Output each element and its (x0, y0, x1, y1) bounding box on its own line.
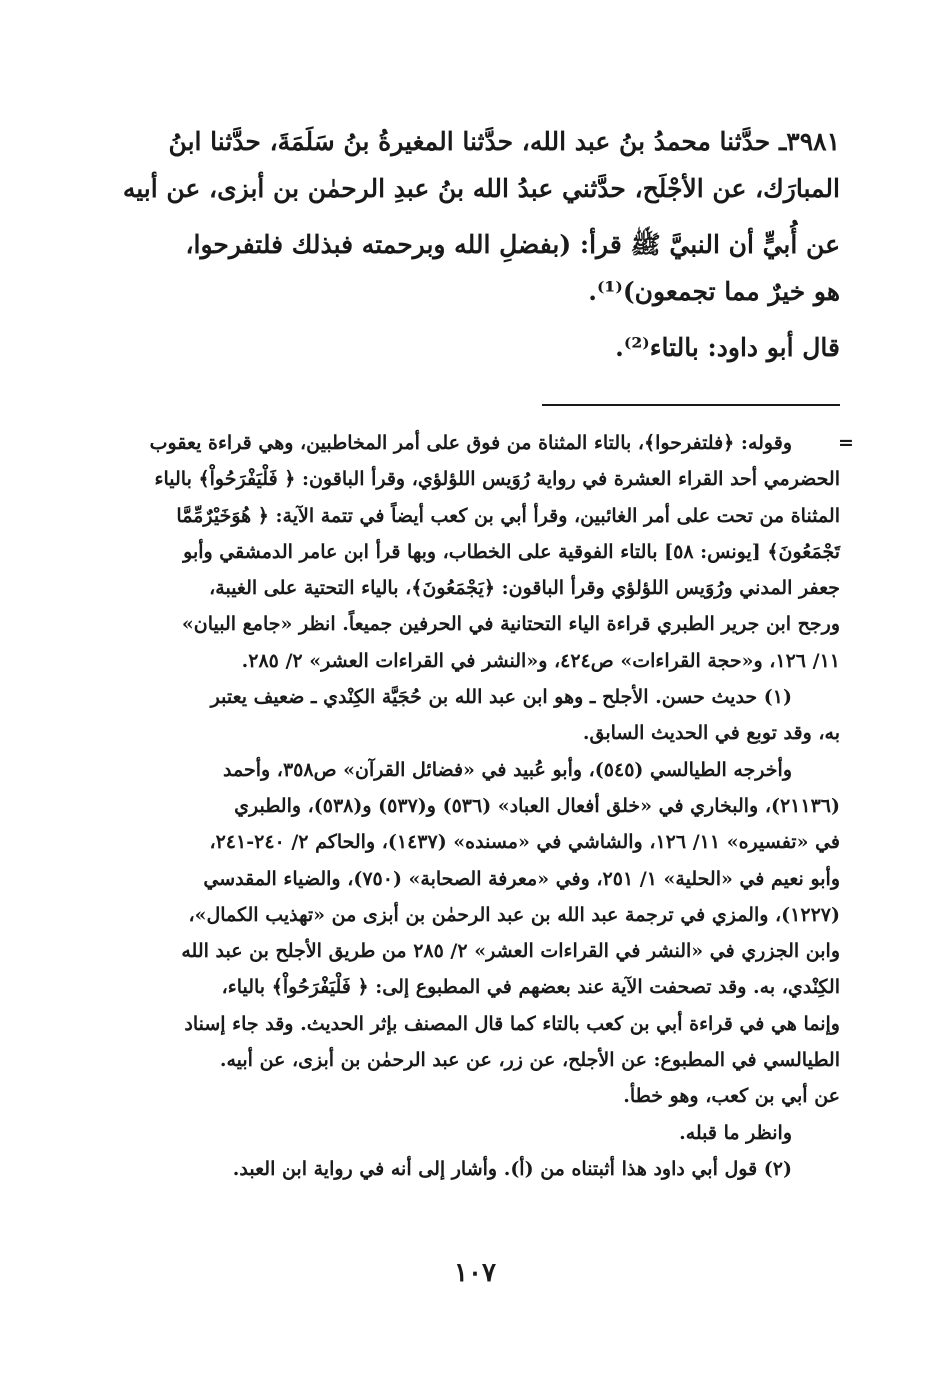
footnote-line: عن أبي بن كعب، وهو خطأ. (623, 1085, 840, 1108)
footnote-line: ورجح ابن جرير الطبري قراءة الياء التحتانية في الحرفين جميعاً. انظر «جامع البيان» (181, 613, 840, 636)
page-number: ١٠٧ (454, 1258, 496, 1288)
footnote-line: وقوله: ﴿فلتفرحوا﴾، بالتاء المثناة من فوق على أمر المخاطبين، وهي قراءة يعقوب (149, 432, 792, 454)
footnote-line: به، وقد توبع في الحديث السابق. (582, 722, 840, 745)
footnote-continuation-marker: = (838, 432, 854, 454)
hadith-line-2: المبارَك، عن الأجْلَح، حدَّثني عبدُ الله بنُ عبدِ الرحمٰن بن أبزى، عن أبيه (122, 174, 840, 203)
footnote-line: تَجْمَعُونَ﴾ [يونس: ٥٨] بالتاء الفوقية على الخطاب، وبها قرأ ابن عامر الدمشقي وأبو (183, 540, 840, 563)
footnote-line: (٢١١٣٦)، والبخاري في «خلق أفعال العباد» (٥٣٦) و(٥٣٧) و(٥٣٨)، والطبري (234, 794, 840, 817)
hadith-line-3: عن أُبيٍّ أن النبيَّ ﷺ قرأ: (بفضلِ الله وبرحمته فبذلك فلتفرحوا، (185, 230, 840, 259)
hadith-line-5: قال أبو داود: بالتاء⁽²⁾. (615, 333, 840, 362)
footnote-line: وأبو نعيم في «الحلية» ١/ ٢٥١، وفي «معرفة الصحابة» (٧٥٠)، والضياء المقدسي (203, 867, 840, 890)
hadith-text (105, 118, 840, 371)
footnote-line: وانظر ما قبله. (679, 1121, 792, 1144)
footnote-line: في «تفسيره» ١١/ ١٢٦، والشاشي في «مسنده» (١٤٣٧)، والحاكم ٢/ ٢٤٠-٢٤١، (209, 831, 840, 854)
footnote-line: وإنما هي في قراءة أبي بن كعب بالتاء كما قال المصنف بإثر الحديث. وقد جاء إسناد (184, 1012, 840, 1035)
footnote-line: ١١/ ١٢٦، و«حجة القراءات» ص٤٢٤، و«النشر في القراءات العشر» ٢/ ٢٨٥. (241, 649, 840, 672)
footnote-line: الحضرمي أحد القراء العشرة في رواية رُوَيس اللؤلؤي، وقرأ الباقون: ﴿ فَلْيَفْرَحُواْ﴾ بالياء (154, 468, 840, 491)
footnote-line: (١) حديث حسن. الأجلح ـ وهو ابن عبد الله بن حُجَيَّة الكِنْدي ـ ضعيف يعتبر (210, 686, 792, 709)
footnote-line: وأخرجه الطيالسي (٥٤٥)، وأبو عُبيد في «فضائل القرآن» ص٣٥٨، وأحمد (223, 758, 792, 781)
footnote-line: وابن الجزري في «النشر في القراءات العشر» ٢/ ٢٨٥ من طريق الأجلح بن عبد الله (181, 940, 840, 963)
footnote-line: المثناة من تحت على أمر الغائبين، وقرأ أبي بن كعب أيضاً في تتمة الآية: ﴿ هُوَخَيْرٌمِّمَّا (176, 504, 840, 527)
hadith-line-1: ٣٩٨١ـ حدَّثنا محمدُ بنُ عبد الله، حدَّثنا المغيرةُ بنُ سَلَمَةَ، حدَّثنا ابنُ (168, 127, 840, 156)
footnote-line: الطيالسي في المطبوع: عن الأجلح، عن زر، عن عبد الرحمٰن بن أبزى، عن أبيه. (219, 1049, 840, 1072)
footnote-line: الكِنْدي، به. وقد تصحفت الآية عند بعضهم في المطبوع إلى: ﴿ فَلْيَفْرَحُواْ﴾ بالياء، (221, 976, 840, 999)
footnote-line: (٢) قول أبي داود هذا أثبتناه من (أ). وأشار إلى أنه في رواية ابن العبد. (232, 1157, 792, 1180)
footnote-line: جعفر المدني ورُوَيس اللؤلؤي وقرأ الباقون: ﴿يَجْمَعُونَ﴾، بالياء التحتية على الغيبة، (209, 577, 840, 600)
footnote-line: (١٢٢٧)، والمزي في ترجمة عبد الله بن عبد الرحمٰن بن أبزى من «تهذيب الكمال»، (188, 903, 840, 926)
hadith-line-4: هو خيرٌ مما تجمعون)⁽¹⁾. (588, 277, 840, 306)
footnotes (105, 425, 840, 1187)
footnote-separator (542, 404, 840, 406)
